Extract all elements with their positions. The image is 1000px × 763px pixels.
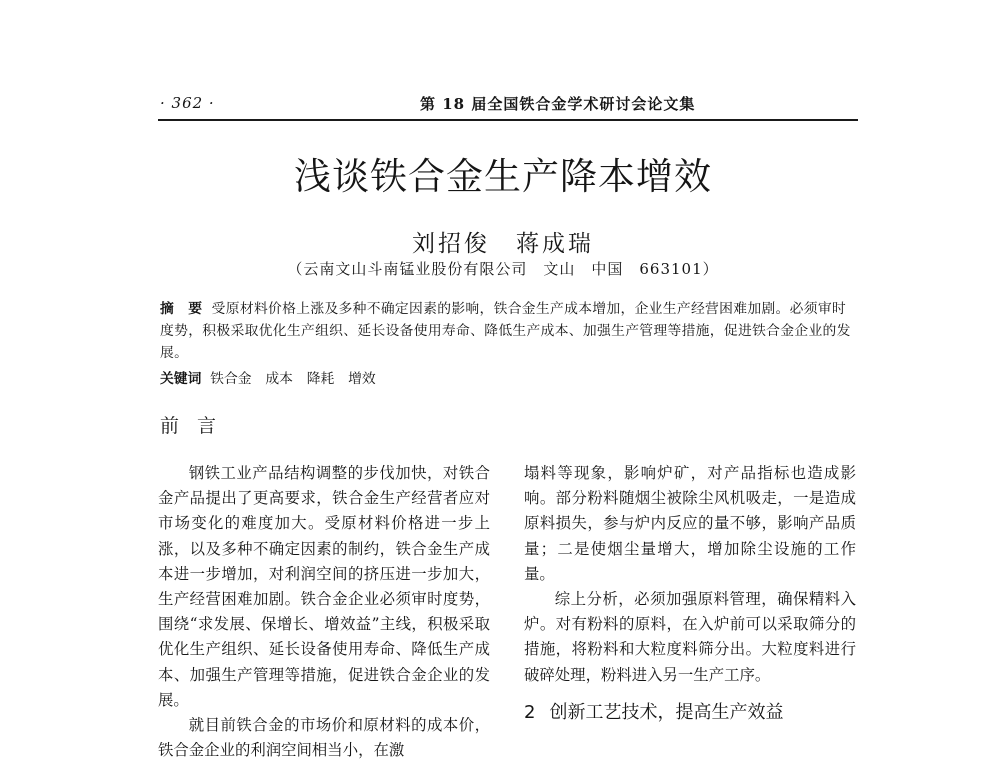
paragraph-continued: 塌料等现象，影响炉矿，对产品指标也造成影响。部分粉料随烟尘被除尘风机吸走，一是造成原料损失，参与炉内反应的量不够，影响产品质量；二是使烟尘量增大，增加除尘设施的工作量。 bbox=[524, 464, 856, 583]
section-heading-2 bbox=[524, 700, 856, 725]
keywords-text: 铁合金 成本 降耗 增效 bbox=[210, 371, 376, 387]
paragraph: 就目前铁合金的市场价和原材料的成本价，铁合金企业的利润空间相当小，在激 bbox=[158, 716, 490, 760]
article-authors: 刘招俊 蒋成瑞 bbox=[412, 231, 594, 257]
body-column-left bbox=[158, 461, 490, 763]
section-heading-preface: 前 言 bbox=[160, 415, 223, 437]
section-number: 2 bbox=[524, 701, 536, 723]
abstract-text: 受原材料价格上涨及多种不确定因素的影响，铁合金生产成本增加，企业生产经营困难加剧。必须审时度势，积极采取优化生产组织、延长设备使用寿命、降低生产成本、加强生产管理等措施，促进铁合金企业的发展。 bbox=[160, 301, 851, 361]
abstract-label: 摘 要 bbox=[160, 301, 203, 317]
paragraph: 钢铁工业产品结构调整的步伐加快，对铁合金产品提出了更高要求，铁合金生产经营者应对市场变化的难度加大。受原材料价格进一步上涨，以及多种不确定因素的制约，铁合金生产成本进一步增加，对利润空间的挤压进一步加大，生产经营困难加剧。铁合金企业必须审时度势，围绕“求发展、保增长、增效益”主线，积极采取优化生产组织、延长设备使用寿命、降低生产成本、加强生产管理等措施，促进铁合金企业的发展。 bbox=[158, 464, 490, 709]
section-title: 创新工艺技术，提高生产效益 bbox=[549, 701, 784, 723]
author-affiliation: （云南文山斗南锰业股份有限公司 文山 中国 663101） bbox=[287, 260, 719, 278]
body-column-right bbox=[524, 461, 856, 725]
abstract bbox=[160, 298, 858, 364]
header-rule bbox=[158, 119, 858, 121]
article-title: 浅谈铁合金生产降本增效 bbox=[294, 155, 712, 198]
keywords bbox=[160, 367, 376, 387]
page-number: · 362 · bbox=[160, 94, 215, 112]
running-title: 第 18 届全国铁合金学术研讨会论文集 bbox=[420, 95, 696, 113]
paragraph: 综上分析，必须加强原料管理，确保精料入炉。对有粉料的原料，在入炉前可以采取筛分的措施，将粉料和大粒度料筛分出。大粒度料进行破碎处理，粉料进入另一生产工序。 bbox=[524, 590, 856, 684]
keywords-label: 关键词 bbox=[160, 371, 202, 387]
